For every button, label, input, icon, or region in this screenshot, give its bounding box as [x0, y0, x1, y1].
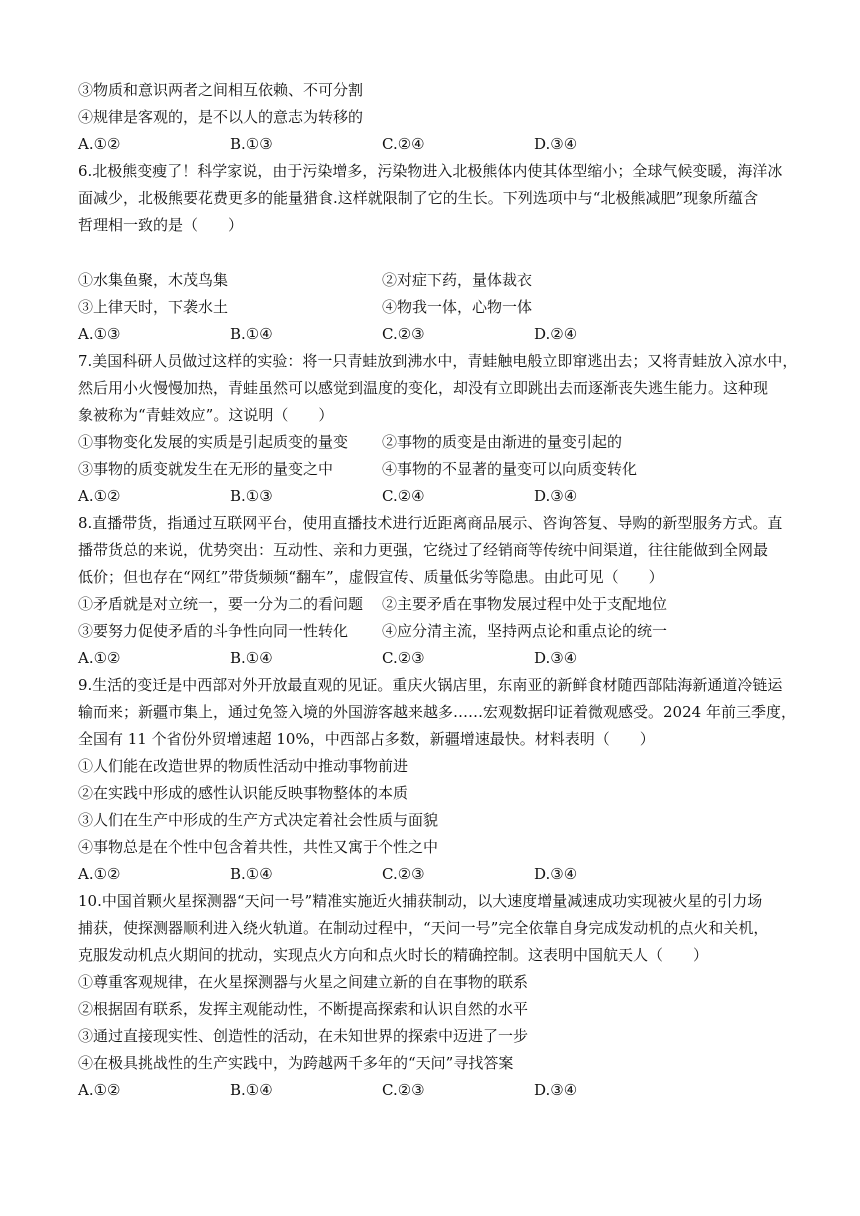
q10-option-2: ②根据固有联系，发挥主观能动性，不断提高探索和认识自然的水平 [78, 1000, 529, 1018]
q6-choices [78, 324, 788, 344]
q6-stem-line-1: 6.北极熊变瘦了！科学家说，由于污染增多，污染物进入北极熊体内使其体型缩小；全球气候变暖，海洋冰 [78, 162, 783, 180]
choice-c: C.②④ [382, 135, 425, 153]
q7-choices [78, 486, 788, 506]
q9-option-4: ④事物总是在个性中包含着共性，共性又寓于个性之中 [78, 838, 439, 856]
q9-stem-line-1: 9.生活的变迁是中西部对外开放最直观的见证。重庆火锅店里，东南亚的新鲜食材随西部陆海新通道冷链运 [78, 676, 783, 694]
q8-stem-line-2: 播带货总的来说，优势突出：互动性、亲和力更强，它绕过了经销商等传统中间渠道，往往能做到全网最 [78, 541, 769, 559]
q7-option-2: ②事物的质变是由渐进的量变引起的 [382, 433, 623, 451]
q7-stem-line-3: 象被称为“青蛙效应”。这说明（ ） [78, 406, 334, 424]
q7-options-row-2 [78, 459, 788, 479]
choice-b: B.①④ [230, 325, 273, 343]
choice-b: B.①④ [230, 649, 273, 667]
q9-choices [78, 864, 788, 884]
q9-option-3: ③人们在生产中形成的生产方式决定着社会性质与面貌 [78, 811, 439, 829]
choice-b: B.①③ [230, 487, 273, 505]
q6-stem-line-2: 面减少，北极熊要花费更多的能量猎食.这样就限制了它的生长。下列选项中与“北极熊减肥”现象所蕴含 [78, 189, 759, 207]
q6-options-row-2 [78, 297, 788, 317]
q8-option-2: ②主要矛盾在事物发展过程中处于支配地位 [382, 595, 668, 613]
choice-a: A.①③ [78, 325, 121, 343]
q7-stem-line-1: 7.美国科研人员做过这样的实验：将一只青蛙放到沸水中，青蛙触电般立即窜逃出去；又将青蛙放入凉水中， [78, 352, 798, 370]
choice-b: B.①③ [230, 135, 273, 153]
q10-choices [78, 1080, 788, 1100]
q9-option-1: ①人们能在改造世界的物质性活动中推动事物前进 [78, 757, 409, 775]
choice-a: A.①② [78, 487, 121, 505]
q9-stem-line-3: 全国有 11 个省份外贸增速超 10%，中西部占多数，新疆增速最快。材料表明（ ） [78, 730, 655, 748]
q10-option-1: ①尊重客观规律，在火星探测器与火星之间建立新的自在事物的联系 [78, 973, 529, 991]
choice-c: C.②③ [382, 649, 425, 667]
choice-a: A.①② [78, 865, 121, 883]
choice-d: D.③④ [534, 865, 578, 883]
choice-c: C.②③ [382, 1081, 425, 1099]
choice-a: A.①② [78, 649, 121, 667]
q9-option-2: ②在实践中形成的感性认识能反映事物整体的本质 [78, 784, 409, 802]
q7-option-3: ③事物的质变就发生在无形的量变之中 [78, 460, 334, 478]
q10-stem-line-1: 10.中国首颗火星探测器“天问一号”精准实施近火捕获制动，以大速度增量减速成功实现被火星的引力场 [78, 892, 763, 910]
q6-stem-line-3: 哲理相一致的是（ ） [78, 216, 244, 234]
q8-stem-line-3: 低价；但也存在“网红”带货频频“翻车”，虚假宣传、质量低劣等隐患。由此可见（ ） [78, 568, 664, 586]
q6-option-3: ③上律天时，下袭水土 [78, 298, 229, 316]
q8-stem-line-1: 8.直播带货，指通过互联网平台，使用直播技术进行近距离商品展示、咨询答复、导购的新型服务方式。直 [78, 514, 783, 532]
choice-d: D.③④ [534, 487, 578, 505]
choice-a: A.①② [78, 1081, 121, 1099]
choice-d: D.③④ [534, 649, 578, 667]
q5-option-4: ④规律是客观的，是不以人的意志为转移的 [78, 108, 364, 126]
q10-option-4: ④在极具挑战性的生产实践中，为跨越两千多年的“天问”寻找答案 [78, 1054, 514, 1072]
choice-b: B.①④ [230, 1081, 273, 1099]
q8-option-3: ③要努力促使矛盾的斗争性向同一性转化 [78, 622, 349, 640]
q8-choices [78, 648, 788, 668]
q7-option-1: ①事物变化发展的实质是引起质变的量变 [78, 433, 349, 451]
q10-stem-line-2: 捕获，使探测器顺利进入绕火轨道。在制动过程中，“天问一号”完全依靠自身完成发动机的点火和关机， [78, 919, 769, 937]
choice-a: A.①② [78, 135, 121, 153]
q5-option-3: ③物质和意识两者之间相互依赖、不可分割 [78, 81, 364, 99]
choice-d: D.③④ [534, 135, 578, 153]
q5-choices [78, 134, 788, 154]
choice-b: B.①④ [230, 865, 273, 883]
q8-option-4: ④应分清主流，坚持两点论和重点论的统一 [382, 622, 668, 640]
choice-d: D.②④ [534, 325, 578, 343]
choice-c: C.②③ [382, 325, 425, 343]
q7-options-row-1 [78, 432, 788, 452]
q10-option-3: ③通过直接现实性、创造性的活动，在未知世界的探索中迈进了一步 [78, 1027, 529, 1045]
q7-option-4: ④事物的不显著的量变可以向质变转化 [382, 460, 638, 478]
choice-c: C.②③ [382, 865, 425, 883]
q6-options-row-1 [78, 270, 788, 290]
q6-option-2: ②对症下药，量体裁衣 [382, 271, 533, 289]
q8-option-1: ①矛盾就是对立统一，要一分为二的看问题 [78, 595, 364, 613]
q9-stem-line-2: 输而来；新疆市集上，通过免签入境的外国游客越来越多……宏观数据印证着微观感受。2024 年前三季度， [78, 703, 796, 721]
q8-options-row-2 [78, 621, 788, 641]
q8-options-row-1 [78, 594, 788, 614]
q7-stem-line-2: 然后用小火慢慢加热，青蛙虽然可以感觉到温度的变化，却没有立即跳出去而逐渐丧失逃生能力。这种现 [78, 379, 769, 397]
q6-option-4: ④物我一体，心物一体 [382, 298, 533, 316]
choice-c: C.②④ [382, 487, 425, 505]
q10-stem-line-3: 克服发动机点火期间的扰动，实现点火方向和点火时长的精确控制。这表明中国航天人（ ） [78, 946, 709, 964]
q6-option-1: ①水集鱼聚，木茂鸟集 [78, 271, 229, 289]
choice-d: D.③④ [534, 1081, 578, 1099]
